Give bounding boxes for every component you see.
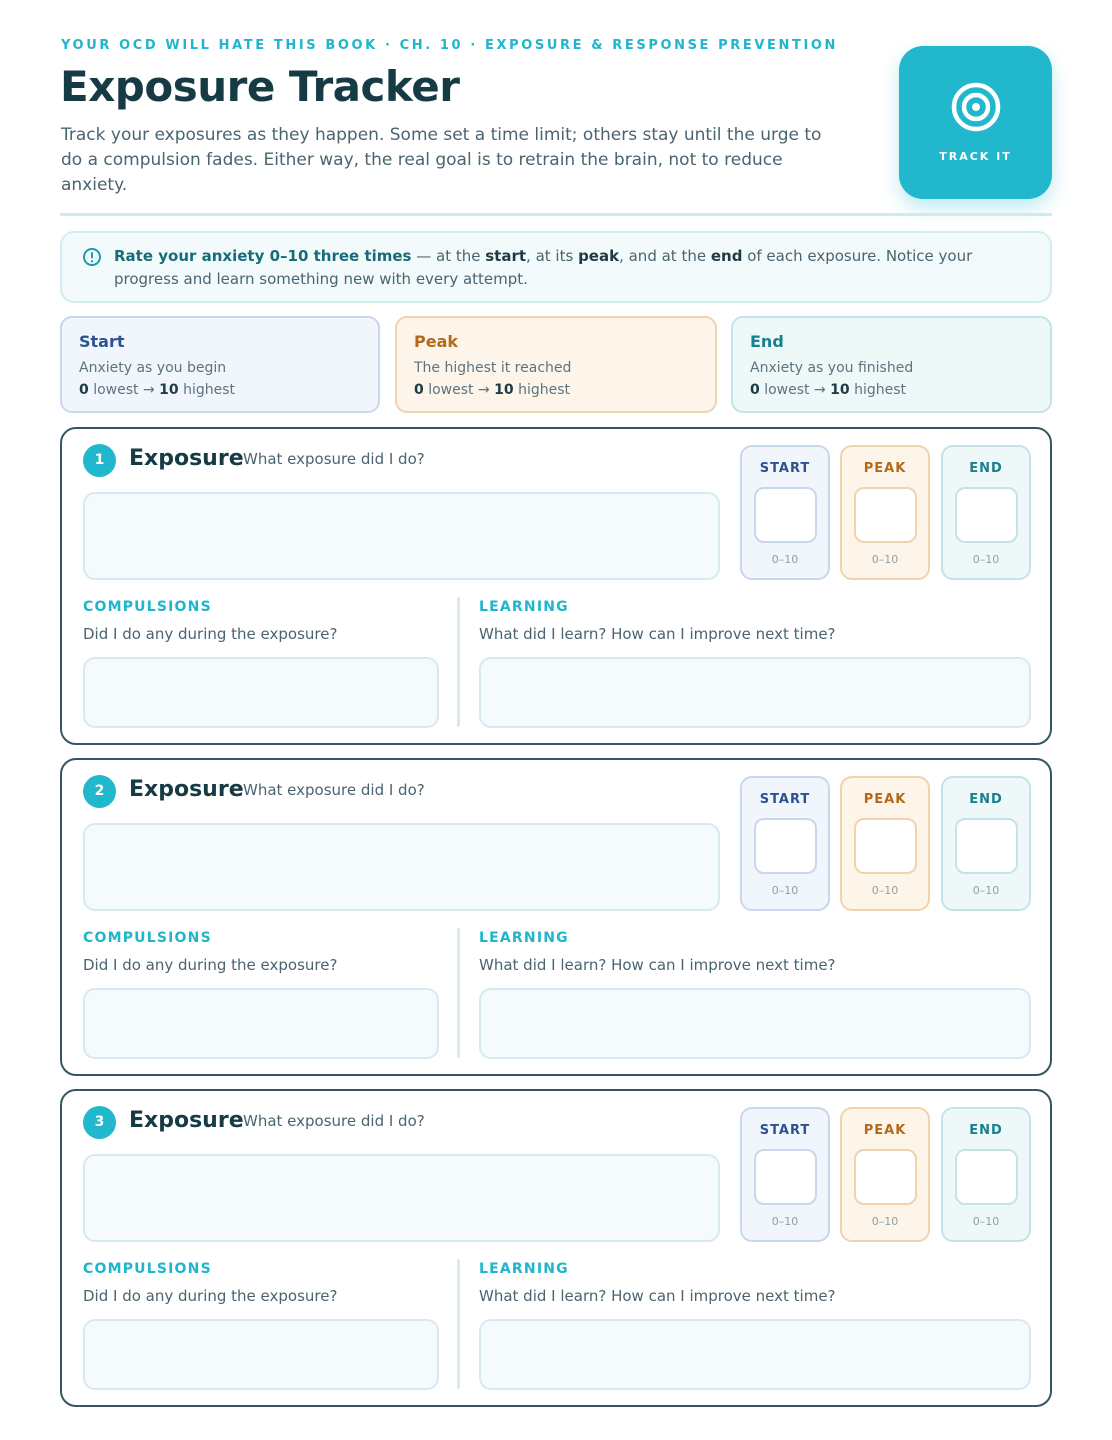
legend-title: Peak	[414, 332, 459, 351]
section-divider	[457, 597, 460, 727]
exposure-title: Exposure	[129, 777, 244, 802]
end-rating-range: 0–10	[972, 1215, 1000, 1228]
legend-desc: Anxiety as you begin	[79, 360, 227, 376]
start-rating	[740, 1107, 830, 1242]
exposure-number-badge: 2	[83, 775, 116, 808]
compulsions-input[interactable]	[83, 1319, 439, 1390]
scale-low-label: lowest →	[423, 382, 495, 398]
end-rating-label: END	[969, 792, 1003, 807]
info-circle-icon	[82, 247, 102, 267]
end-rating	[941, 1107, 1031, 1242]
instruction-part: of each exposure. Notice your progress and learn something new with every attempt.	[114, 247, 973, 288]
exposure-input[interactable]	[83, 823, 720, 911]
peak-rating-input[interactable]	[854, 818, 917, 874]
exposure-title: Exposure	[129, 446, 244, 471]
start-rating-label: START	[759, 1123, 811, 1138]
exposure-prompt: What exposure did I do?	[243, 450, 425, 468]
compulsions-prompt: Did I do any during the exposure?	[83, 956, 338, 974]
compulsions-title: COMPULSIONS	[83, 930, 212, 946]
instruction-part: , and at the	[619, 247, 711, 265]
scale-low: 0	[414, 382, 424, 398]
page-title: Exposure Tracker	[60, 62, 460, 111]
scale-low-label: lowest →	[759, 382, 831, 398]
scale-high: 10	[159, 382, 179, 398]
instruction-bold-end: end	[710, 247, 743, 265]
start-rating	[740, 445, 830, 580]
peak-rating	[840, 445, 930, 580]
peak-rating-range: 0–10	[871, 553, 899, 566]
legend-scale	[414, 382, 570, 398]
end-rating-label: END	[969, 461, 1003, 476]
learning-title: LEARNING	[479, 930, 569, 946]
peak-rating	[840, 1107, 930, 1242]
legend-scale	[750, 382, 906, 398]
peak-rating	[840, 776, 930, 911]
learning-title: LEARNING	[479, 1261, 569, 1277]
end-rating-label: END	[969, 1123, 1003, 1138]
legend-peak	[395, 316, 717, 413]
learning-input[interactable]	[479, 988, 1031, 1059]
exposure-prompt: What exposure did I do?	[243, 1112, 425, 1130]
start-rating	[740, 776, 830, 911]
exposure-input[interactable]	[83, 492, 720, 580]
start-rating-input[interactable]	[754, 818, 817, 874]
legend-desc: Anxiety as you finished	[750, 360, 914, 376]
end-rating-range: 0–10	[972, 553, 1000, 566]
exposure-card-2	[60, 758, 1052, 1076]
legend-desc: The highest it reached	[414, 360, 572, 376]
exposure-input[interactable]	[83, 1154, 720, 1242]
peak-rating-range: 0–10	[871, 1215, 899, 1228]
start-rating-range: 0–10	[771, 553, 799, 566]
start-rating-range: 0–10	[771, 1215, 799, 1228]
learning-input[interactable]	[479, 657, 1031, 728]
exposure-card-1	[60, 427, 1052, 745]
legend-end	[731, 316, 1052, 413]
track-it-label: TRACK IT	[939, 150, 1012, 163]
scale-high-label: highest	[513, 382, 570, 398]
compulsions-prompt: Did I do any during the exposure?	[83, 1287, 338, 1305]
legend-title: Start	[79, 332, 125, 351]
end-rating-range: 0–10	[972, 884, 1000, 897]
legend-start	[60, 316, 380, 413]
exposure-title: Exposure	[129, 1108, 244, 1133]
peak-rating-label: PEAK	[863, 792, 907, 807]
peak-rating-input[interactable]	[854, 1149, 917, 1205]
track-it-badge	[899, 46, 1052, 199]
exposure-number-badge: 3	[83, 1106, 116, 1139]
legend-scale	[79, 382, 235, 398]
compulsions-input[interactable]	[83, 988, 439, 1059]
instruction-bold-start: start	[485, 247, 527, 265]
peak-rating-input[interactable]	[854, 487, 917, 543]
scale-low: 0	[79, 382, 89, 398]
scale-high-label: highest	[178, 382, 235, 398]
instruction-highlight: Rate your anxiety 0–10 three times	[114, 247, 412, 265]
end-rating	[941, 445, 1031, 580]
peak-rating-range: 0–10	[871, 884, 899, 897]
start-rating-input[interactable]	[754, 487, 817, 543]
compulsions-title: COMPULSIONS	[83, 599, 212, 615]
start-rating-range: 0–10	[771, 884, 799, 897]
section-divider	[457, 1259, 460, 1389]
learning-input[interactable]	[479, 1319, 1031, 1390]
start-rating-label: START	[759, 792, 811, 807]
end-rating-input[interactable]	[955, 1149, 1018, 1205]
scale-low-label: lowest →	[88, 382, 160, 398]
scale-high: 10	[494, 382, 514, 398]
learning-prompt: What did I learn? How can I improve next time?	[479, 625, 836, 643]
compulsions-prompt: Did I do any during the exposure?	[83, 625, 338, 643]
compulsions-title: COMPULSIONS	[83, 1261, 212, 1277]
compulsions-input[interactable]	[83, 657, 439, 728]
instruction-notice	[60, 231, 1052, 303]
scale-high: 10	[830, 382, 850, 398]
peak-rating-label: PEAK	[863, 461, 907, 476]
section-divider	[457, 928, 460, 1058]
exposure-number-badge: 1	[83, 444, 116, 477]
legend-title: End	[750, 332, 784, 351]
scale-high-label: highest	[849, 382, 906, 398]
end-rating-input[interactable]	[955, 818, 1018, 874]
end-rating-input[interactable]	[955, 487, 1018, 543]
start-rating-label: START	[759, 461, 811, 476]
instruction-bold-peak: peak	[578, 247, 620, 265]
exposure-prompt: What exposure did I do?	[243, 781, 425, 799]
instruction-text	[114, 245, 1039, 291]
instruction-part: , at its	[526, 247, 579, 265]
start-rating-input[interactable]	[754, 1149, 817, 1205]
instruction-part: — at the	[411, 247, 486, 265]
exposure-card-3	[60, 1089, 1052, 1407]
learning-title: LEARNING	[479, 599, 569, 615]
target-icon	[950, 81, 1002, 133]
scale-low: 0	[750, 382, 760, 398]
learning-prompt: What did I learn? How can I improve next time?	[479, 1287, 836, 1305]
peak-rating-label: PEAK	[863, 1123, 907, 1138]
intro-text: Track your exposures as they happen. Some set a time limit; others stay until the urge to do a compulsion fades. Either way, the real goal is to retrain the brain, not to reduce anxiety.	[61, 125, 822, 195]
header-divider	[60, 213, 1052, 216]
chapter-kicker: YOUR OCD WILL HATE THIS BOOK · CH. 10 · EXPOSURE & RESPONSE PREVENTION	[61, 38, 839, 53]
learning-prompt: What did I learn? How can I improve next time?	[479, 956, 836, 974]
end-rating	[941, 776, 1031, 911]
